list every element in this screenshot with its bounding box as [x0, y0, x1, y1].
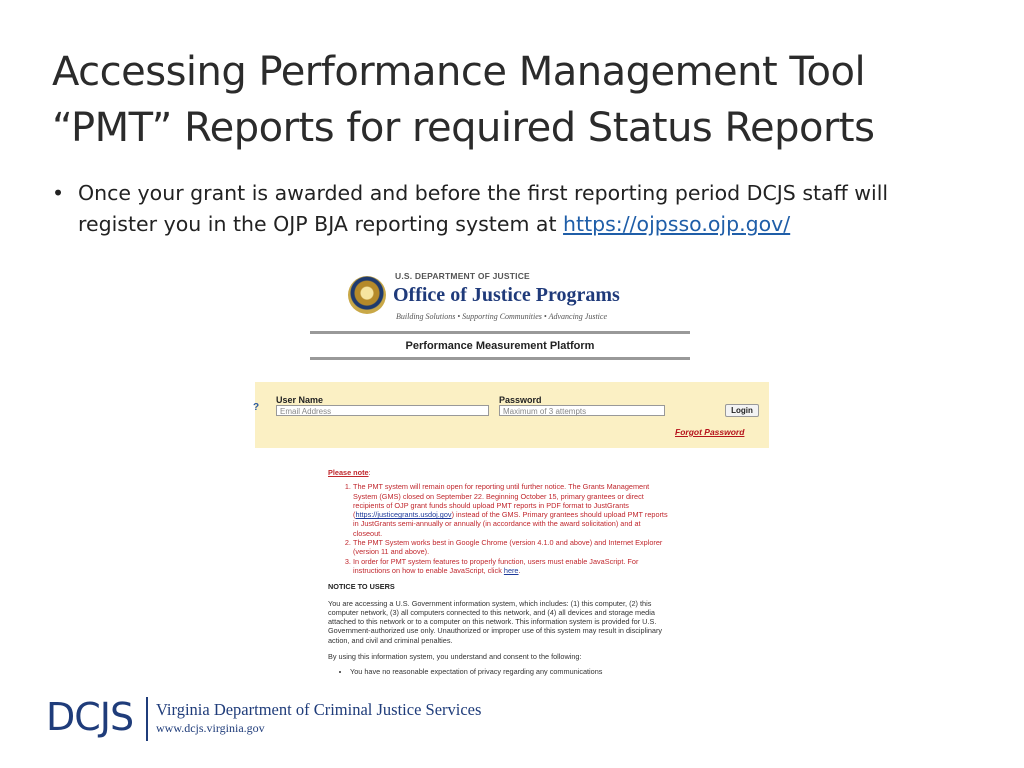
consent-list: [328, 667, 668, 676]
ojp-dept: U.S. DEPARTMENT OF JUSTICE: [395, 271, 530, 281]
consent-item-1: • You have no reasonable expectation of privacy regarding any communications: [350, 667, 668, 676]
javascript-help-link[interactable]: here: [503, 565, 519, 575]
logo-divider: [146, 697, 148, 741]
ojp-name: Office of Justice Programs: [393, 284, 620, 306]
justgrants-link[interactable]: https://justicegrants.usdoj.gov: [355, 510, 452, 520]
login-panel: [255, 382, 769, 448]
please-note: [328, 468, 668, 477]
please-note-label: Please note: [328, 468, 369, 477]
doj-seal-icon: [348, 276, 386, 314]
notice-item-3-text-b: .: [518, 565, 521, 575]
username-label: User Name: [276, 395, 324, 405]
slide-title: [52, 44, 992, 156]
notice-item-3: [353, 557, 668, 576]
ojp-tagline: Building Solutions • Supporting Communities • Advancing Justice: [396, 312, 607, 321]
notice-heading: NOTICE TO USERS: [328, 582, 395, 592]
notice-item-1: [353, 482, 668, 538]
slide-title-line2: “PMT” Reports for required Status Reports: [52, 105, 875, 151]
bullet-dot: •: [52, 181, 65, 205]
help-icon[interactable]: ?: [253, 402, 260, 413]
bullet-text-body: Once your grant is awarded and before the first reporting period DCJS staff will register you in the OJP BJA reporting system at: [78, 181, 889, 236]
dcjs-url: www.dcjs.virginia.gov: [156, 721, 265, 735]
slide-title-line1: Accessing Performance Management Tool: [52, 49, 866, 95]
password-input[interactable]: Maximum of 3 attempts: [499, 405, 665, 416]
notice-paragraph-2: By using this information system, you understand and consent to the following:: [328, 652, 582, 662]
notice-item-1-text-a: The PMT system will remain open for reporting until further notice. The Grants Management System (GMS) closed on September 22. Beginning October 15, primary grantees or direct recipients of OJP grant funds should upload PMT reports in PDF format to JustGrants (: [353, 482, 650, 520]
platform-title: Performance Measurement Platform: [405, 340, 595, 352]
notice-list: [328, 482, 668, 575]
notice-item-1-text-b: ) instead of the GMS. Primary grantees should upload PMT reports in JustGrants semi-annually or annually (in accordance with the award solicitation) and at closeout.: [353, 510, 668, 538]
ojp-sso-link[interactable]: https://ojpsso.ojp.gov/: [563, 212, 791, 236]
forgot-password-link[interactable]: Forgot Password: [675, 427, 745, 437]
notice-item-3-text-a: In order for PMT system features to properly function, users must enable JavaScript. For instructions on how to enable JavaScript, click: [353, 556, 639, 575]
divider: [310, 331, 690, 334]
dcjs-mark: DCJS: [46, 695, 134, 739]
dcjs-name: Virginia Department of Criminal Justice Services: [156, 700, 482, 719]
login-button[interactable]: Login: [725, 404, 759, 417]
username-input[interactable]: Email Address: [276, 405, 489, 416]
notice-paragraph-1: You are accessing a U.S. Government information system, which includes: (1) this computer, (2) this computer network, (3) all computers connected to this network, and (4) all devices and storage media attached to this network or to a computer on this network. This information system is provided for U.S. Government-authorized use only. Unauthorized or improper use of this system may result in disciplinary action, and civil and criminal penalties.: [328, 598, 663, 645]
ojp-header: [310, 268, 690, 360]
dcjs-logo: [46, 695, 516, 745]
please-note-colon: :: [368, 468, 371, 477]
bullet-text: [78, 178, 972, 240]
notice-item-2: 2. The PMT System works best in Google Chrome (version 4.1.0 and above) and Internet Explorer (version 11 and above).: [353, 538, 668, 557]
divider: [310, 357, 690, 360]
password-label: Password: [499, 395, 542, 405]
bullet-item: [52, 178, 972, 240]
notice-panel: [328, 468, 668, 677]
